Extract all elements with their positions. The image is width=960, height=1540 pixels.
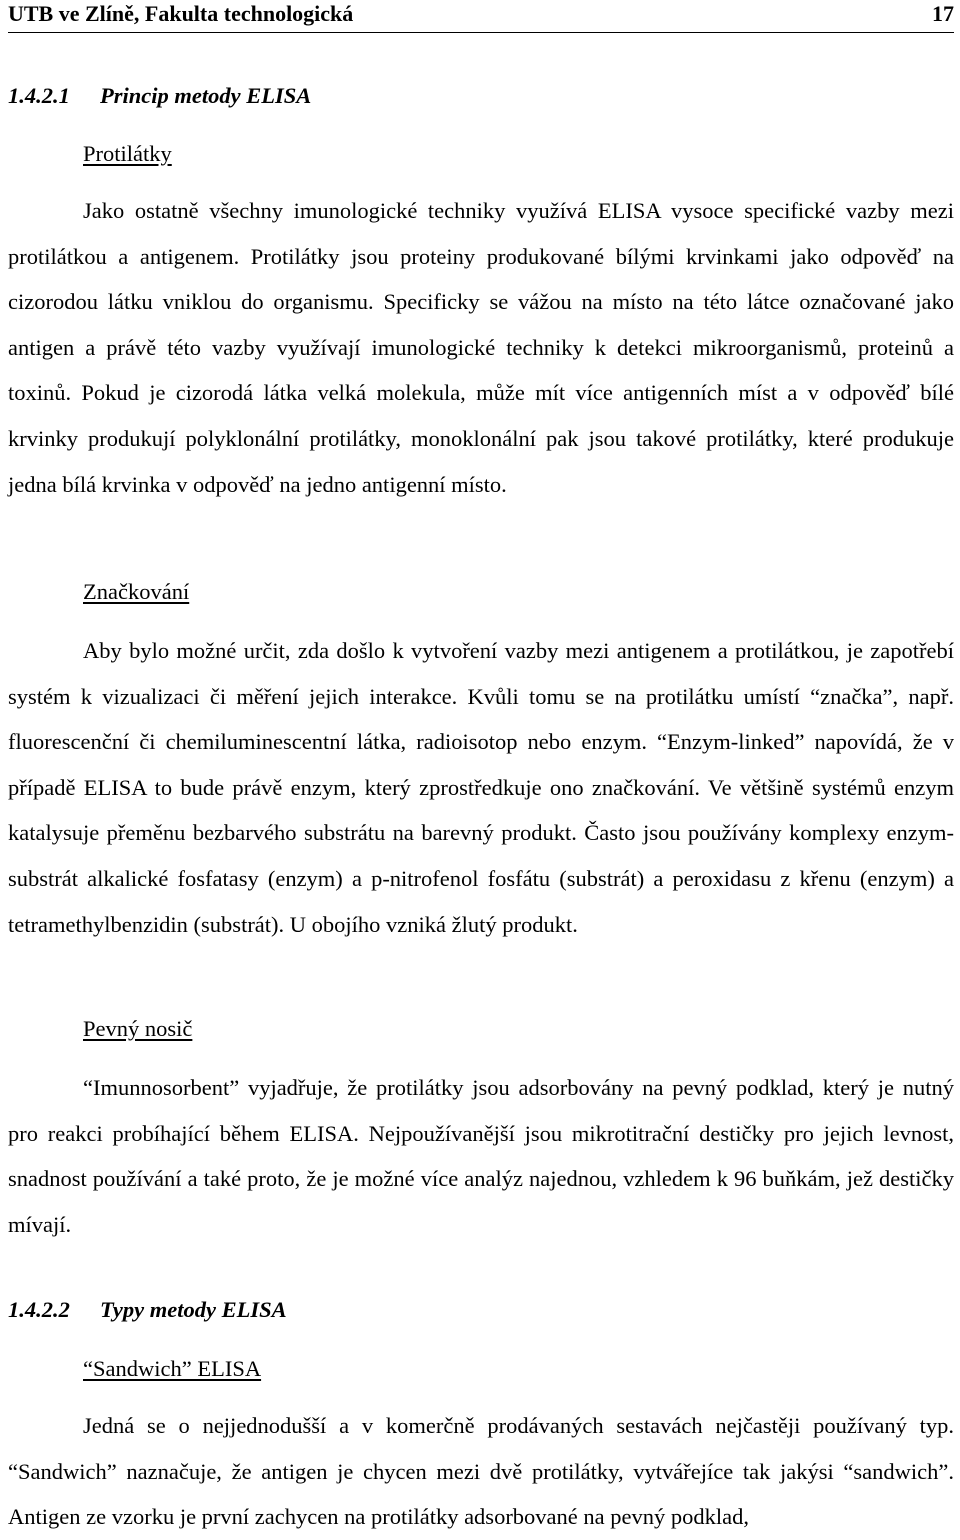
- section-number: 1.4.2.1: [8, 83, 70, 108]
- section-heading-principle: [8, 82, 311, 110]
- subheading-protilatky: Protilátky: [83, 141, 172, 166]
- section-number: 1.4.2.2: [8, 1297, 70, 1322]
- section-heading-types: [8, 1296, 287, 1324]
- header-title: UTB ve Zlíně, Fakulta technologická: [8, 1, 354, 26]
- paragraph-sandwich-elisa: Jedná se o nejjednodušší a v komerčně prodávaných sestavách nejčastěji používaný typ. “Sandwich” naznačuje, že antigen je chycen mezi dvě protilátky, vytvářejíce tak jakýsi “sandwich”. Antigen ze vzorku je první zachycen na protilátky adsorbované na pevný podklad,: [8, 1413, 954, 1530]
- paragraph-protilatky: Jako ostatně všechny imunologické techniky využívá ELISA vysoce specifické vazby mezi protilátkou a antigenem. Protilátky jsou proteiny produkované bílými krvinkami jako odpověď na cizorodou látku vniklou do organismu. Specificky se vážou na místo na této látce označované jako antigen a právě této vazby využívají imunologické techniky k detekci mikroorganismů, proteinů a toxinů. Pokud je cizorodá látka velká molekula, může mít více antigenních míst a v odpověď bílé krvinky produkují polyklonální protilátky, monoklonální pak jsou takové protilátky, které produkuje jedna bílá krvinka v odpověď na jedno antigenní místo.: [8, 198, 954, 497]
- subheading-znackovani: Značkování: [83, 579, 190, 604]
- paragraph-pevny-nosic: “Imunnosorbent” vyjadřuje, že protilátky jsou adsorbovány na pevný podklad, který je nutný pro reakci probíhající během ELISA. Nejpoužívanější jsou mikrotitrační destičky pro jejich levnost, snadnost používání a také proto, že je možné více analýz najednou, vzhledem k 96 buňkám, jež destičky mívají.: [8, 1075, 954, 1237]
- paragraph-znackovani: Aby bylo možné určit, zda došlo k vytvoření vazby mezi antigenem a protilátkou, je zapotřebí systém k vizualizaci či měření jejich interakce. Kvůli tomu se na protilátku umístí “značka”, např. fluorescenční či chemiluminescentní látka, radioisotop nebo enzym. “Enzym-linked” napovídá, že v případě ELISA to bude právě enzym, který zprostředkuje ono značkování. Ve většině systémů enzym katalysuje přeměnu bezbarvého substrátu na barevný produkt. Často jsou používány komplexy enzym-substrát alkalické fosfatasy (enzym) a p-nitrofenol fosfátu (substrát) a peroxidasu z křenu (enzym) a tetramethylbenzidin (substrát). U obojího vzniká žlutý produkt.: [8, 638, 954, 937]
- section-title: Princip metody ELISA: [100, 83, 312, 108]
- subheading-pevny-nosic: Pevný nosič: [83, 1016, 193, 1041]
- subheading-sandwich-elisa: “Sandwich” ELISA: [83, 1356, 262, 1381]
- section-title: Typy metody ELISA: [100, 1297, 287, 1322]
- page-header: [8, 0, 954, 33]
- page-number: 17: [932, 1, 954, 26]
